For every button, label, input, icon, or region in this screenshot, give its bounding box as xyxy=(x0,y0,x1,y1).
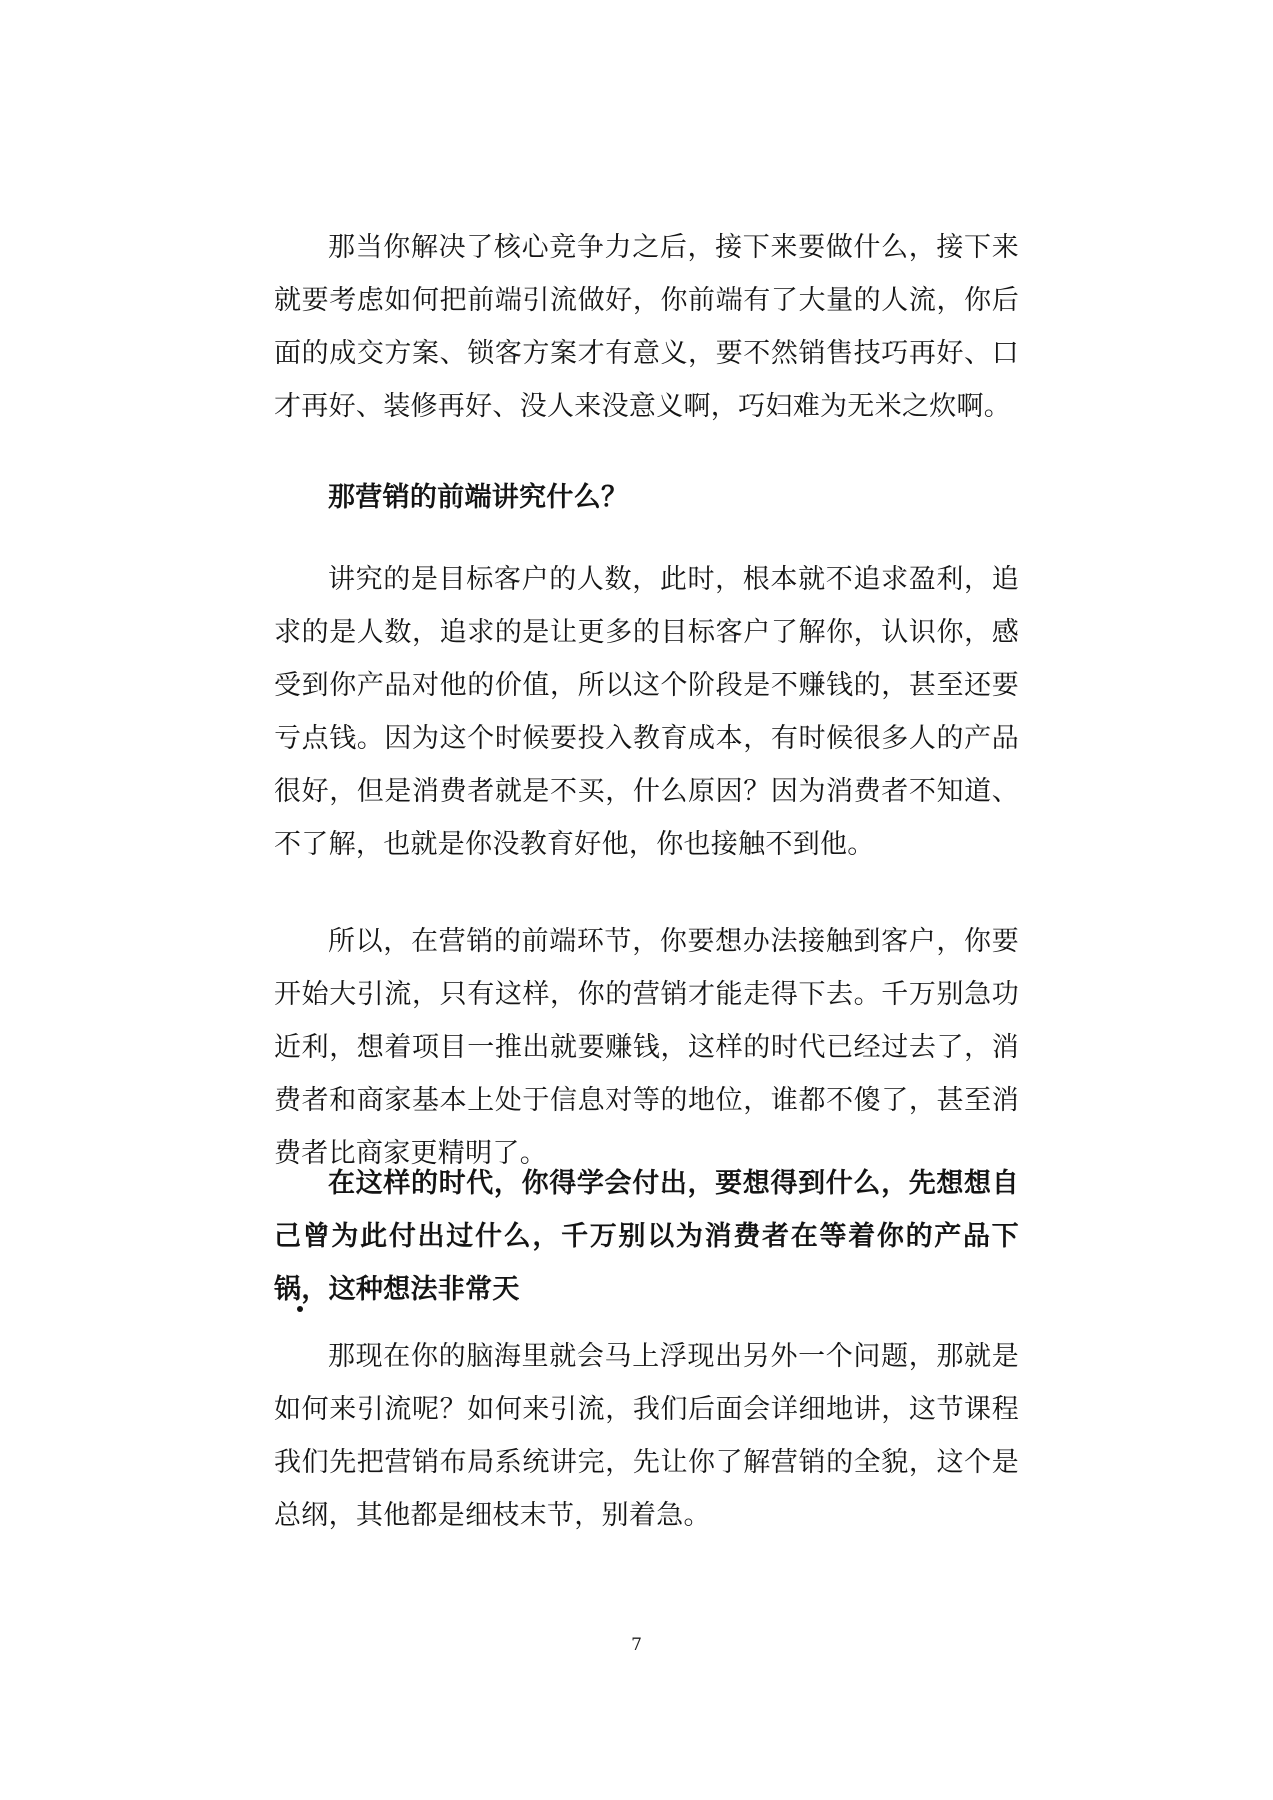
paragraph-reach-customers: 所以，在营销的前端环节，你要想办法接触到客户，你要开始大引流，只有这样，你的营销才能走得下去。千万别急功近利，想着项目一推出就要赚钱，这样的时代已经过去了，消费者和商家基本上处于信息对等的地位，谁都不傻了，甚至消费者比商家更精明了。 xyxy=(274,926,1019,1169)
paragraph-front-end-traffic: 那当你解决了核心竞争力之后，接下来要做什么，接下来就要考虑如何把前端引流做好，你前端有了大量的人流，你后面的成交方案、锁客方案才有意义，要不然销售技巧再好、口才再好、装修再好、没人来没意义啊，巧妇难为无米之炊啊。 xyxy=(274,232,1019,422)
section-heading: 那营销的前端讲究什么？ xyxy=(328,482,629,513)
page-number: 7 xyxy=(631,1635,642,1655)
paragraph-target-customers: 讲究的是目标客户的人数，此时，根本就不追求盈利，追求的是人数，追求的是让更多的目标客户了解你，认识你，感受到你产品对他的价值，所以这个阶段是不赚钱的，甚至还要亏点钱。因为这个时候要投入教育成本，有时候很多人的产品很好，但是消费者就是不买，什么原因？因为消费者不知道、不了解，也就是你没教育好他，你也接触不到他。 xyxy=(274,564,1019,860)
paragraph-how-to-attract: 那现在你的脑海里就会马上浮现出另外一个问题，那就是如何来引流呢？如何来引流，我们后面会详细地讲，这节课程我们先把营销布局系统讲完，先让你了解营销的全貌，这个是总纲，其他都是细枝末节，别着急。 xyxy=(274,1341,1019,1531)
paragraph-learn-to-give: 在这样的时代，你得学会付出，要想得到什么，先想想自己曾为此付出过什么，千万别以为消费者在等着你的产品下锅，这种想法非常天 xyxy=(274,1168,1019,1305)
stray-dot xyxy=(297,1306,303,1312)
